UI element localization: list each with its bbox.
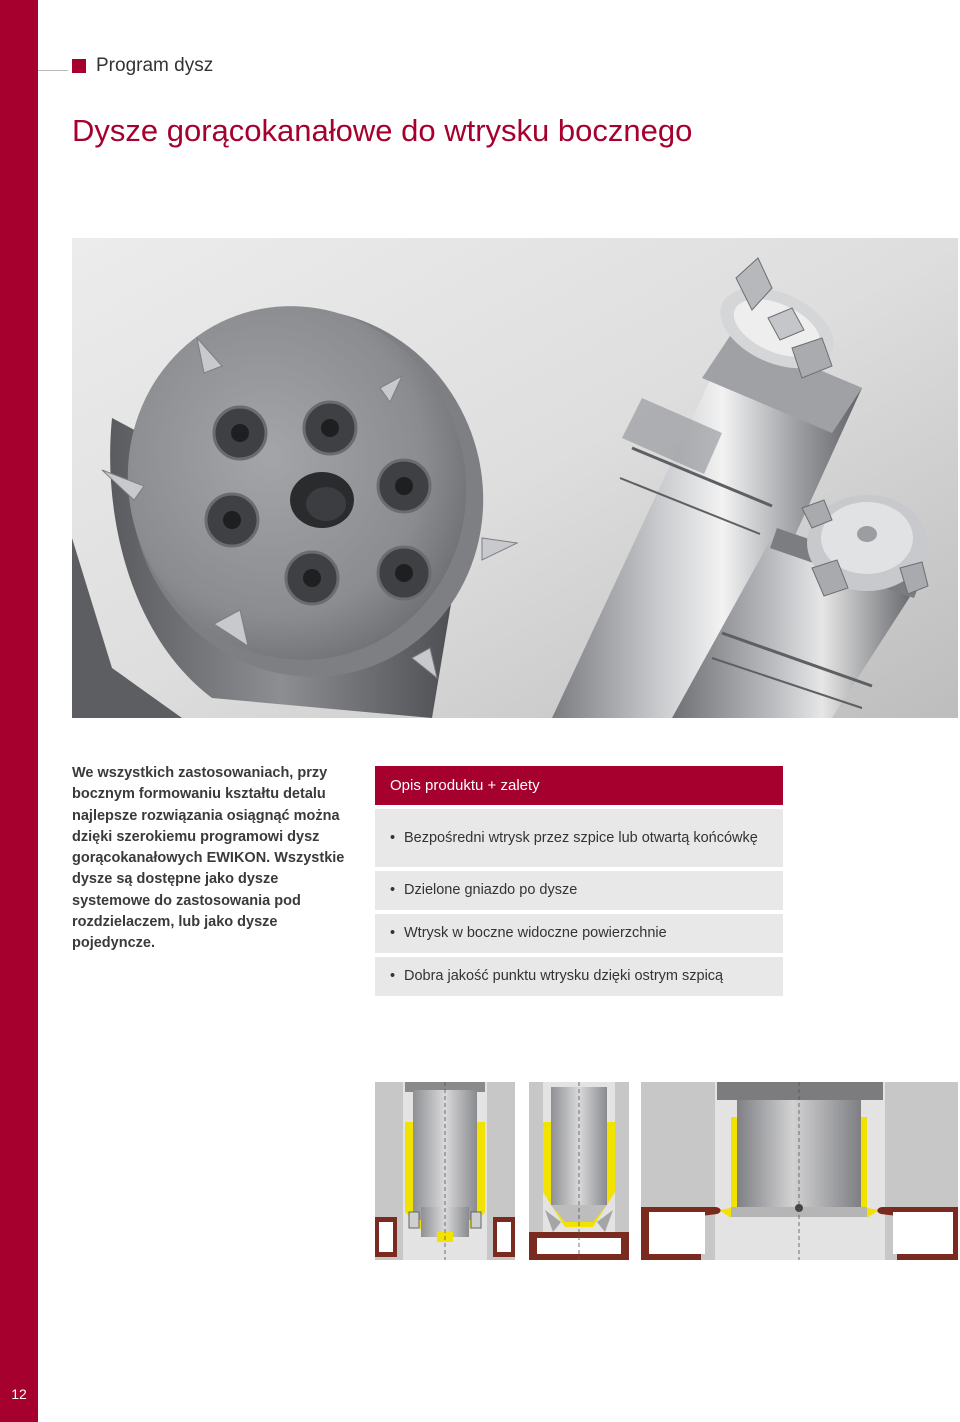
- benefit-item: [375, 914, 783, 953]
- section-label: [72, 55, 213, 77]
- hero-nozzle-photo: [72, 238, 958, 718]
- diagram-open-tip: [375, 1082, 515, 1260]
- bullet-icon: •: [390, 925, 396, 941]
- page-title: Dysze gorącokanałowe do wtrysku bocznego: [72, 113, 693, 148]
- benefits-header: Opis produktu + zalety: [375, 766, 783, 805]
- benefit-text: Bezpośredni wtrysk przez szpice lub otwartą końcówkę: [404, 829, 758, 846]
- benefit-item: [375, 957, 783, 996]
- benefit-item: [375, 871, 783, 910]
- section-label-text: Program dysz: [96, 55, 214, 76]
- nozzle-cross-section-diagrams: [375, 1082, 958, 1260]
- bullet-icon: •: [390, 882, 396, 898]
- benefit-item: [375, 809, 783, 867]
- benefit-text: Dzielone gniazdo po dysze: [404, 882, 578, 898]
- benefit-text: Dobra jakość punktu wtrysku dzięki ostrym szpicą: [404, 968, 724, 984]
- intro-paragraph: We wszystkich zastosowaniach, przy bocznym formowaniu kształtu detalu najlepsze rozwiązania osiągnąć można dzięki szerokiemu programowi dysz gorącokanałowych EWIKON. Wszystkie dysze są dostępne jako dysze systemowe do zastosowania pod rozdzielaczem, lub jako dysze pojedyncze.: [72, 765, 345, 952]
- page-number: 12: [11, 1386, 27, 1402]
- diagram-side-gate: [641, 1082, 958, 1260]
- benefit-text: Wtrysk w boczne widoczne powierzchnie: [404, 925, 667, 941]
- diagram-tip-nozzle: [529, 1082, 629, 1260]
- square-bullet-icon: [72, 59, 86, 73]
- benefits-panel: [375, 766, 783, 996]
- bullet-icon: •: [390, 968, 396, 984]
- sidebar-band: [0, 0, 38, 1422]
- header-rule: [38, 70, 68, 71]
- bullet-icon: •: [390, 829, 396, 846]
